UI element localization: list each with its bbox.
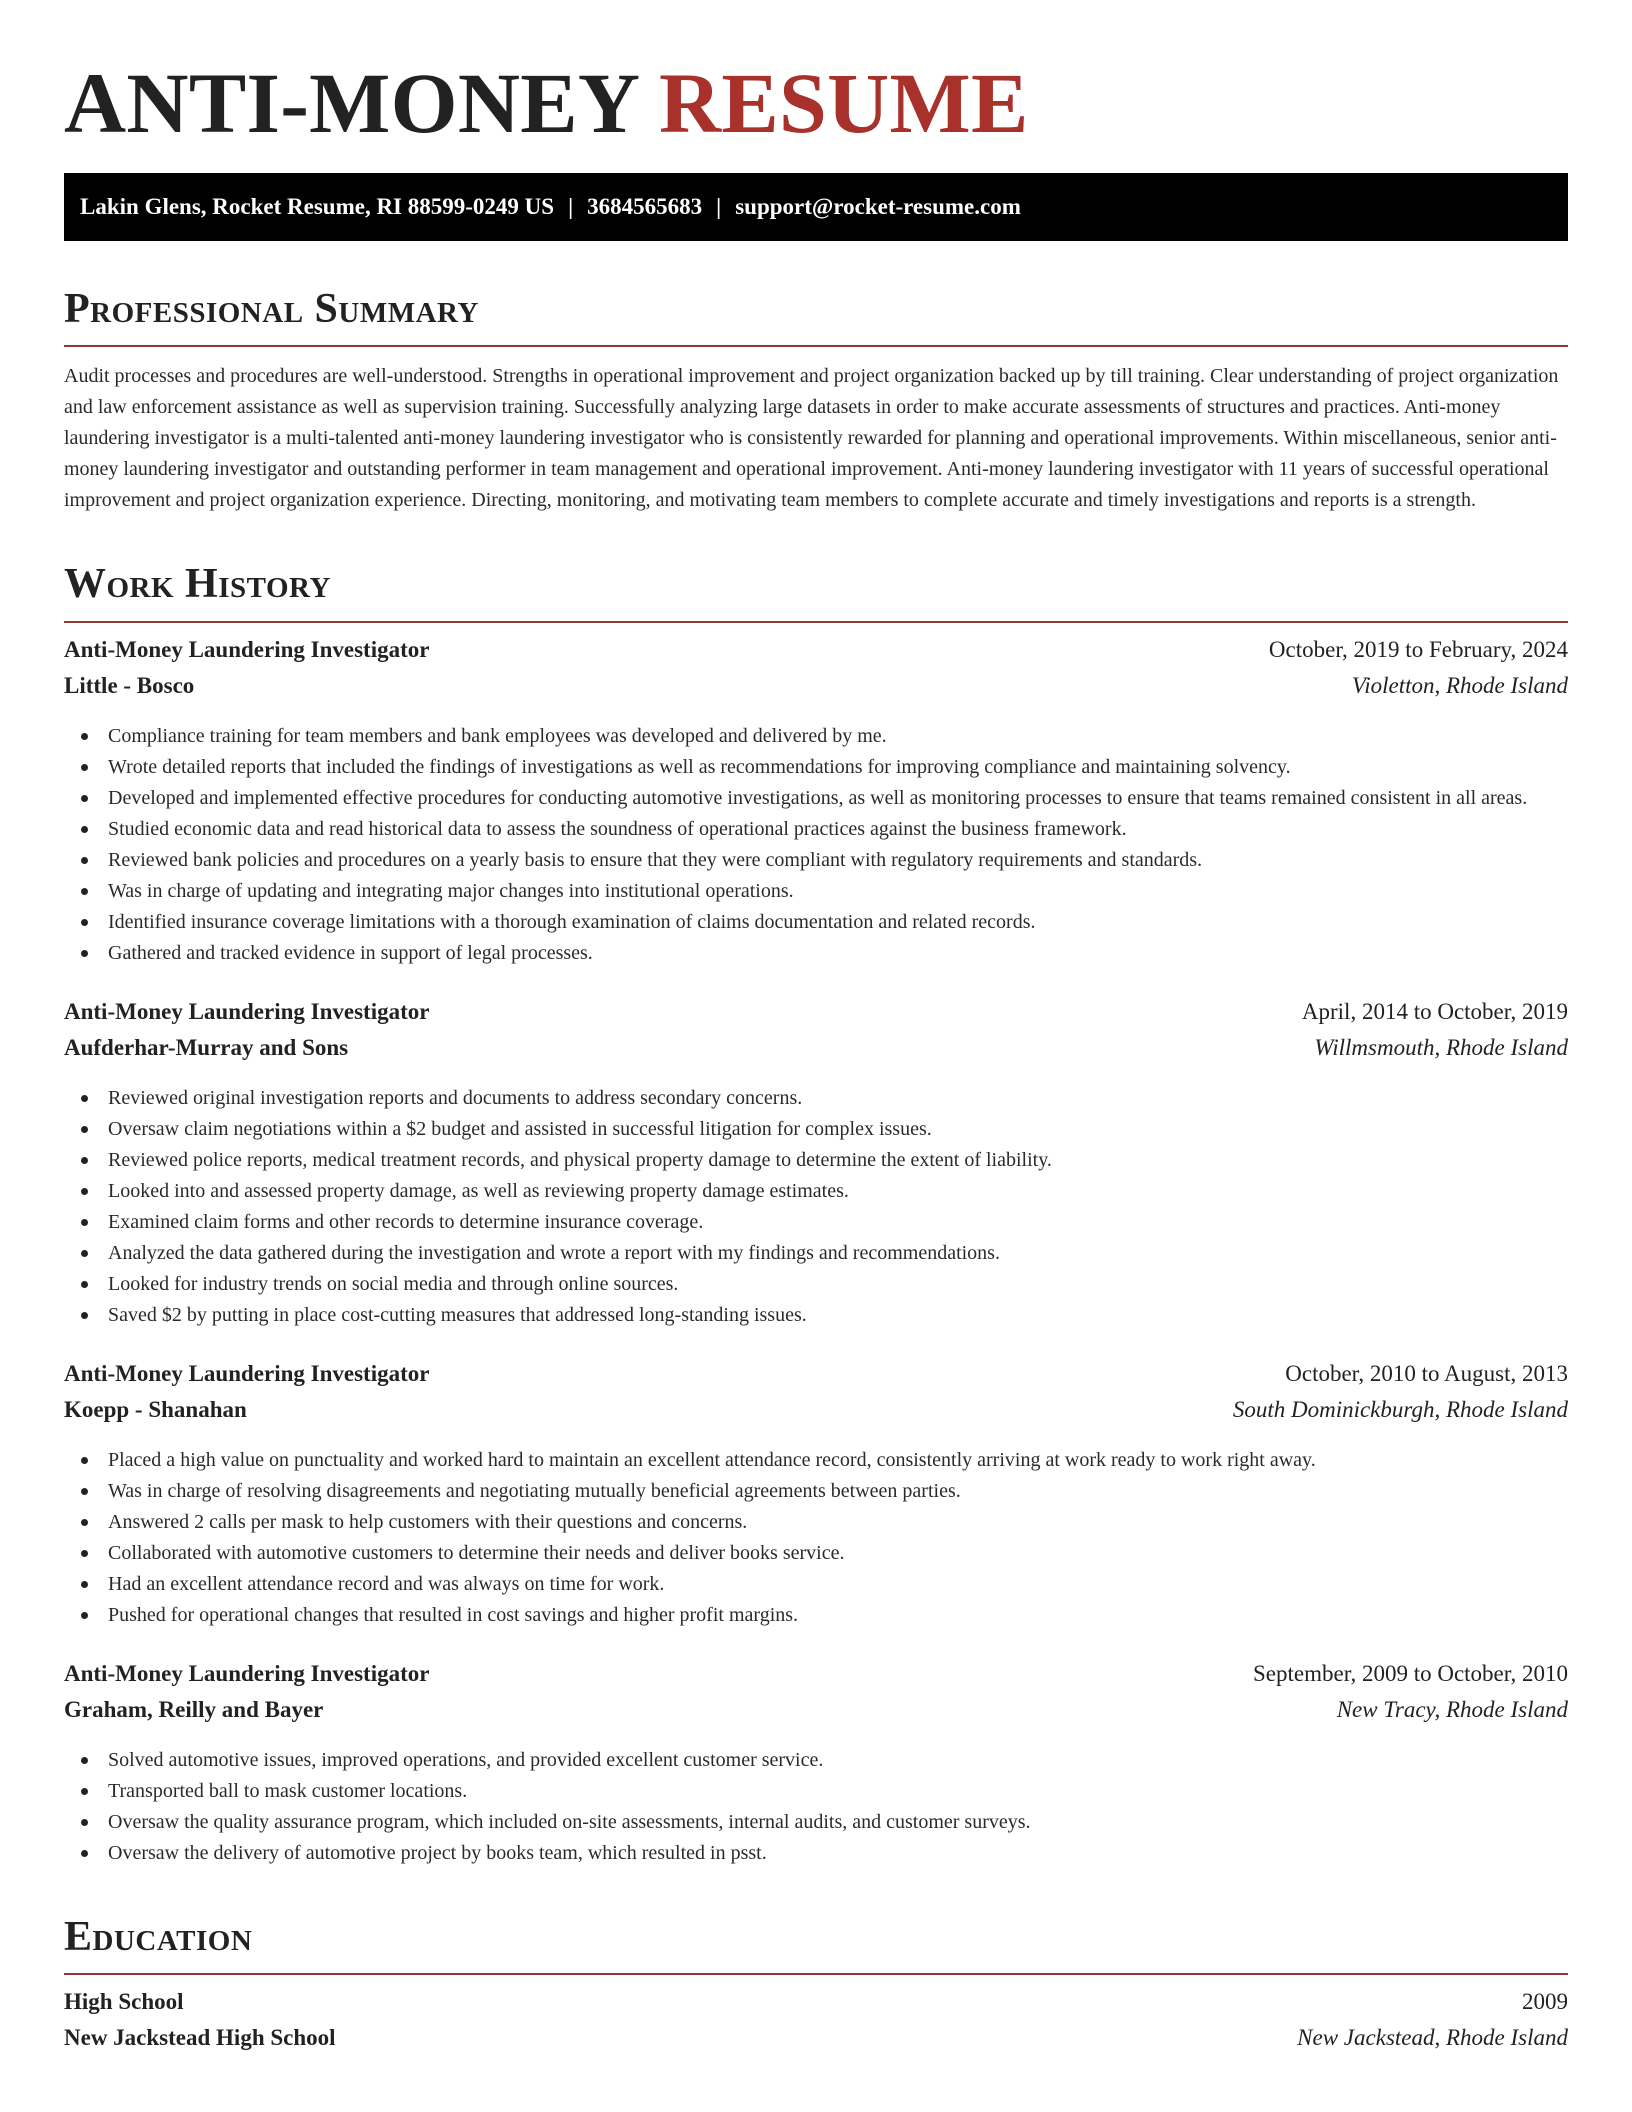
bullet-icon: [81, 857, 88, 864]
bullet-icon: [81, 1281, 88, 1288]
list-item: [64, 907, 1568, 938]
list-item: [64, 1300, 1568, 1331]
contact-bar: [64, 173, 1568, 241]
bullet-icon: [81, 1095, 88, 1102]
bullet-icon: [81, 1457, 88, 1464]
section-divider: [64, 1973, 1568, 1975]
job-bullets: [64, 1083, 1568, 1331]
section-divider: [64, 621, 1568, 623]
bullet-text: Oversaw claim negotiations within a $2 budget and assisted in successful litigation for complex issues.: [108, 1117, 932, 1140]
work-history-heading: Work History: [64, 561, 331, 608]
bullet-text: Looked into and assessed property damage, as well as reviewing property damage estimates.: [108, 1179, 849, 1202]
job-dates: October, 2010 to August, 2013: [1285, 1360, 1568, 1386]
job-company: Graham, Reilly and Bayer: [64, 1696, 324, 1722]
bullet-text: Solved automotive issues, improved operations, and provided excellent customer service.: [108, 1748, 824, 1771]
bullet-icon: [81, 1519, 88, 1526]
job-title: Anti-Money Laundering Investigator: [64, 998, 430, 1024]
job-title: Anti-Money Laundering Investigator: [64, 1360, 430, 1386]
job-company-row: [64, 1697, 1568, 1733]
bullet-icon: [81, 1788, 88, 1795]
bullet-icon: [81, 1126, 88, 1133]
bullet-text: Developed and implemented effective procedures for conducting automotive investigations, as well as monitoring processes to ensure that teams remained consistent in all areas.: [108, 786, 1528, 809]
education-year: 2009: [1522, 1989, 1568, 2015]
job-location: New Tracy, Rhode Island: [1336, 1696, 1568, 1722]
bullet-icon: [81, 1819, 88, 1826]
education-school-row: [64, 2025, 1568, 2061]
bullet-text: Answered 2 calls per mask to help customers with their questions and concerns.: [108, 1510, 748, 1533]
resume-name: [64, 52, 1568, 155]
bullet-text: Oversaw the quality assurance program, which included on-site assessments, internal audits, and customer surveys.: [108, 1810, 1031, 1833]
job-bullets: [64, 721, 1568, 969]
section-divider: [64, 345, 1568, 347]
bullet-text: Had an excellent attendance record and was always on time for work.: [108, 1572, 665, 1595]
job-company-row: [64, 1035, 1568, 1071]
job-company: Aufderhar-Murray and Sons: [64, 1034, 349, 1060]
job-dates: October, 2019 to February, 2024: [1268, 636, 1568, 662]
bullet-icon: [81, 764, 88, 771]
bullet-icon: [81, 733, 88, 740]
bullet-icon: [81, 888, 88, 895]
summary-section: [64, 285, 1568, 516]
job-entry: [64, 1661, 1568, 1869]
contact-email: support@rocket-resume.com: [735, 194, 1021, 220]
job-title: Anti-Money Laundering Investigator: [64, 636, 430, 662]
list-item: [64, 721, 1568, 752]
bullet-text: Reviewed bank policies and procedures on a yearly basis to ensure that they were compliant with regulatory requirements and standards.: [108, 848, 1203, 871]
education-header-row: [64, 1989, 1568, 2025]
job-entry: [64, 637, 1568, 969]
bullet-icon: [81, 795, 88, 802]
bullet-text: Wrote detailed reports that included the findings of investigations as well as recommendations for improving compliance and maintaining solvency.: [108, 755, 1291, 778]
summary-text: Audit processes and procedures are well-understood. Strengths in operational improvement and project organization backed up by till training. Clear understanding of project organization and law enforcement assistance as well as supervision training. Successfully analyzing large datasets in order to make accurate assessments of structures and practices. Anti-money laundering investigator is a multi-talented anti-money laundering investigator who is consistently rewarded for planning and operational improvements. Within miscellaneous, senior anti-money laundering investigator and outstanding performer in team management and operational improvement. Anti-money laundering investigator with 11 years of successful operational improvement and project organization experience. Directing, monitoring, and motivating team members to complete accurate and timely investigations and reports is a strength.: [64, 365, 1559, 512]
name-last: RESUME: [658, 55, 1029, 151]
list-item: [64, 1807, 1568, 1838]
list-item: [64, 1238, 1568, 1269]
job-header-row: [64, 1361, 1568, 1397]
bullet-text: Was in charge of resolving disagreements and negotiating mutually beneficial agreements between parties.: [108, 1479, 961, 1502]
job-location: South Dominickburgh, Rhode Island: [1232, 1396, 1568, 1422]
job-dates: April, 2014 to October, 2019: [1301, 998, 1568, 1024]
bullet-icon: [81, 1188, 88, 1195]
summary-heading: Professional Summary: [64, 286, 479, 333]
bullet-icon: [81, 1219, 88, 1226]
job-location: Violetton, Rhode Island: [1351, 672, 1568, 698]
list-item: [64, 1114, 1568, 1145]
education-degree: High School: [64, 1989, 184, 2015]
job-company: Koepp - Shanahan: [64, 1396, 247, 1422]
list-item: [64, 814, 1568, 845]
job-entry: [64, 1361, 1568, 1631]
list-item: [64, 752, 1568, 783]
bullet-text: Transported ball to mask customer locations.: [108, 1779, 468, 1802]
bullet-icon: [81, 1312, 88, 1319]
bullet-text: Pushed for operational changes that resulted in cost savings and higher profit margins.: [108, 1603, 799, 1626]
education-heading: Education: [64, 1913, 253, 1960]
bullet-icon: [81, 1850, 88, 1857]
list-item: [64, 1745, 1568, 1776]
list-item: [64, 783, 1568, 814]
contact-address: Lakin Glens, Rocket Resume, RI 88599-0249 US: [80, 194, 555, 220]
list-item: [64, 1600, 1568, 1631]
job-entry: [64, 999, 1568, 1331]
education-location: New Jackstead, Rhode Island: [1297, 2025, 1568, 2051]
list-item: [64, 1569, 1568, 1600]
contact-phone: 3684565683: [587, 194, 703, 220]
bullet-text: Collaborated with automotive customers to determine their needs and deliver books service.: [108, 1541, 845, 1564]
name-first: ANTI-MONEY: [64, 55, 638, 151]
list-item: [64, 876, 1568, 907]
bullet-icon: [81, 1488, 88, 1495]
list-item: [64, 1445, 1568, 1476]
job-bullets: [64, 1445, 1568, 1631]
list-item: [64, 1776, 1568, 1807]
list-item: [64, 1507, 1568, 1538]
bullet-icon: [81, 1612, 88, 1619]
bullet-text: Saved $2 by putting in place cost-cutting measures that addressed long-standing issues.: [108, 1303, 807, 1326]
bullet-icon: [81, 1550, 88, 1557]
bullet-icon: [81, 826, 88, 833]
job-header-row: [64, 1661, 1568, 1697]
bullet-text: Analyzed the data gathered during the investigation and wrote a report with my findings and recommendations.: [108, 1241, 1000, 1264]
bullet-text: Compliance training for team members and bank employees was developed and delivered by me.: [108, 724, 887, 747]
job-header-row: [64, 637, 1568, 673]
bullet-text: Reviewed original investigation reports and documents to address secondary concerns.: [108, 1086, 803, 1109]
list-item: [64, 845, 1568, 876]
education-school: New Jackstead High School: [64, 2025, 336, 2051]
bullet-icon: [81, 919, 88, 926]
bullet-text: Gathered and tracked evidence in support of legal processes.: [108, 941, 593, 964]
list-item: [64, 1145, 1568, 1176]
bullet-icon: [81, 1757, 88, 1764]
bullet-icon: [81, 1250, 88, 1257]
job-location: Willmsmouth, Rhode Island: [1314, 1034, 1568, 1060]
bullet-text: Looked for industry trends on social media and through online sources.: [108, 1272, 679, 1295]
list-item: [64, 1269, 1568, 1300]
education-section: [64, 1913, 1568, 2061]
list-item: [64, 938, 1568, 969]
bullet-icon: [81, 950, 88, 957]
job-company: Little - Bosco: [64, 672, 195, 698]
job-company-row: [64, 1397, 1568, 1433]
bullet-text: Was in charge of updating and integrating major changes into institutional operations.: [108, 879, 794, 902]
list-item: [64, 1838, 1568, 1869]
job-company-row: [64, 673, 1568, 709]
bullet-text: Identified insurance coverage limitations with a thorough examination of claims documentation and related records.: [108, 910, 1036, 933]
job-dates: September, 2009 to October, 2010: [1253, 1660, 1568, 1686]
job-bullets: [64, 1745, 1568, 1869]
bullet-text: Reviewed police reports, medical treatment records, and physical property damage to determine the extent of liability.: [108, 1148, 1052, 1171]
resume-page: [64, 0, 1568, 2061]
list-item: [64, 1083, 1568, 1114]
bullet-icon: [81, 1157, 88, 1164]
job-title: Anti-Money Laundering Investigator: [64, 1660, 430, 1686]
list-item: [64, 1476, 1568, 1507]
work-history-section: [64, 560, 1568, 1868]
bullet-text: Examined claim forms and other records to determine insurance coverage.: [108, 1210, 704, 1233]
contact-separator: |: [568, 194, 574, 220]
list-item: [64, 1176, 1568, 1207]
job-header-row: [64, 999, 1568, 1035]
bullet-text: Oversaw the delivery of automotive project by books team, which resulted in psst.: [108, 1841, 767, 1864]
list-item: [64, 1207, 1568, 1238]
bullet-icon: [81, 1581, 88, 1588]
bullet-text: Studied economic data and read historical data to assess the soundness of operational practices against the business framework.: [108, 817, 1127, 840]
list-item: [64, 1538, 1568, 1569]
contact-separator: |: [716, 194, 722, 220]
bullet-text: Placed a high value on punctuality and worked hard to maintain an excellent attendance record, consistently arriving at work ready to work right away.: [108, 1448, 1316, 1471]
